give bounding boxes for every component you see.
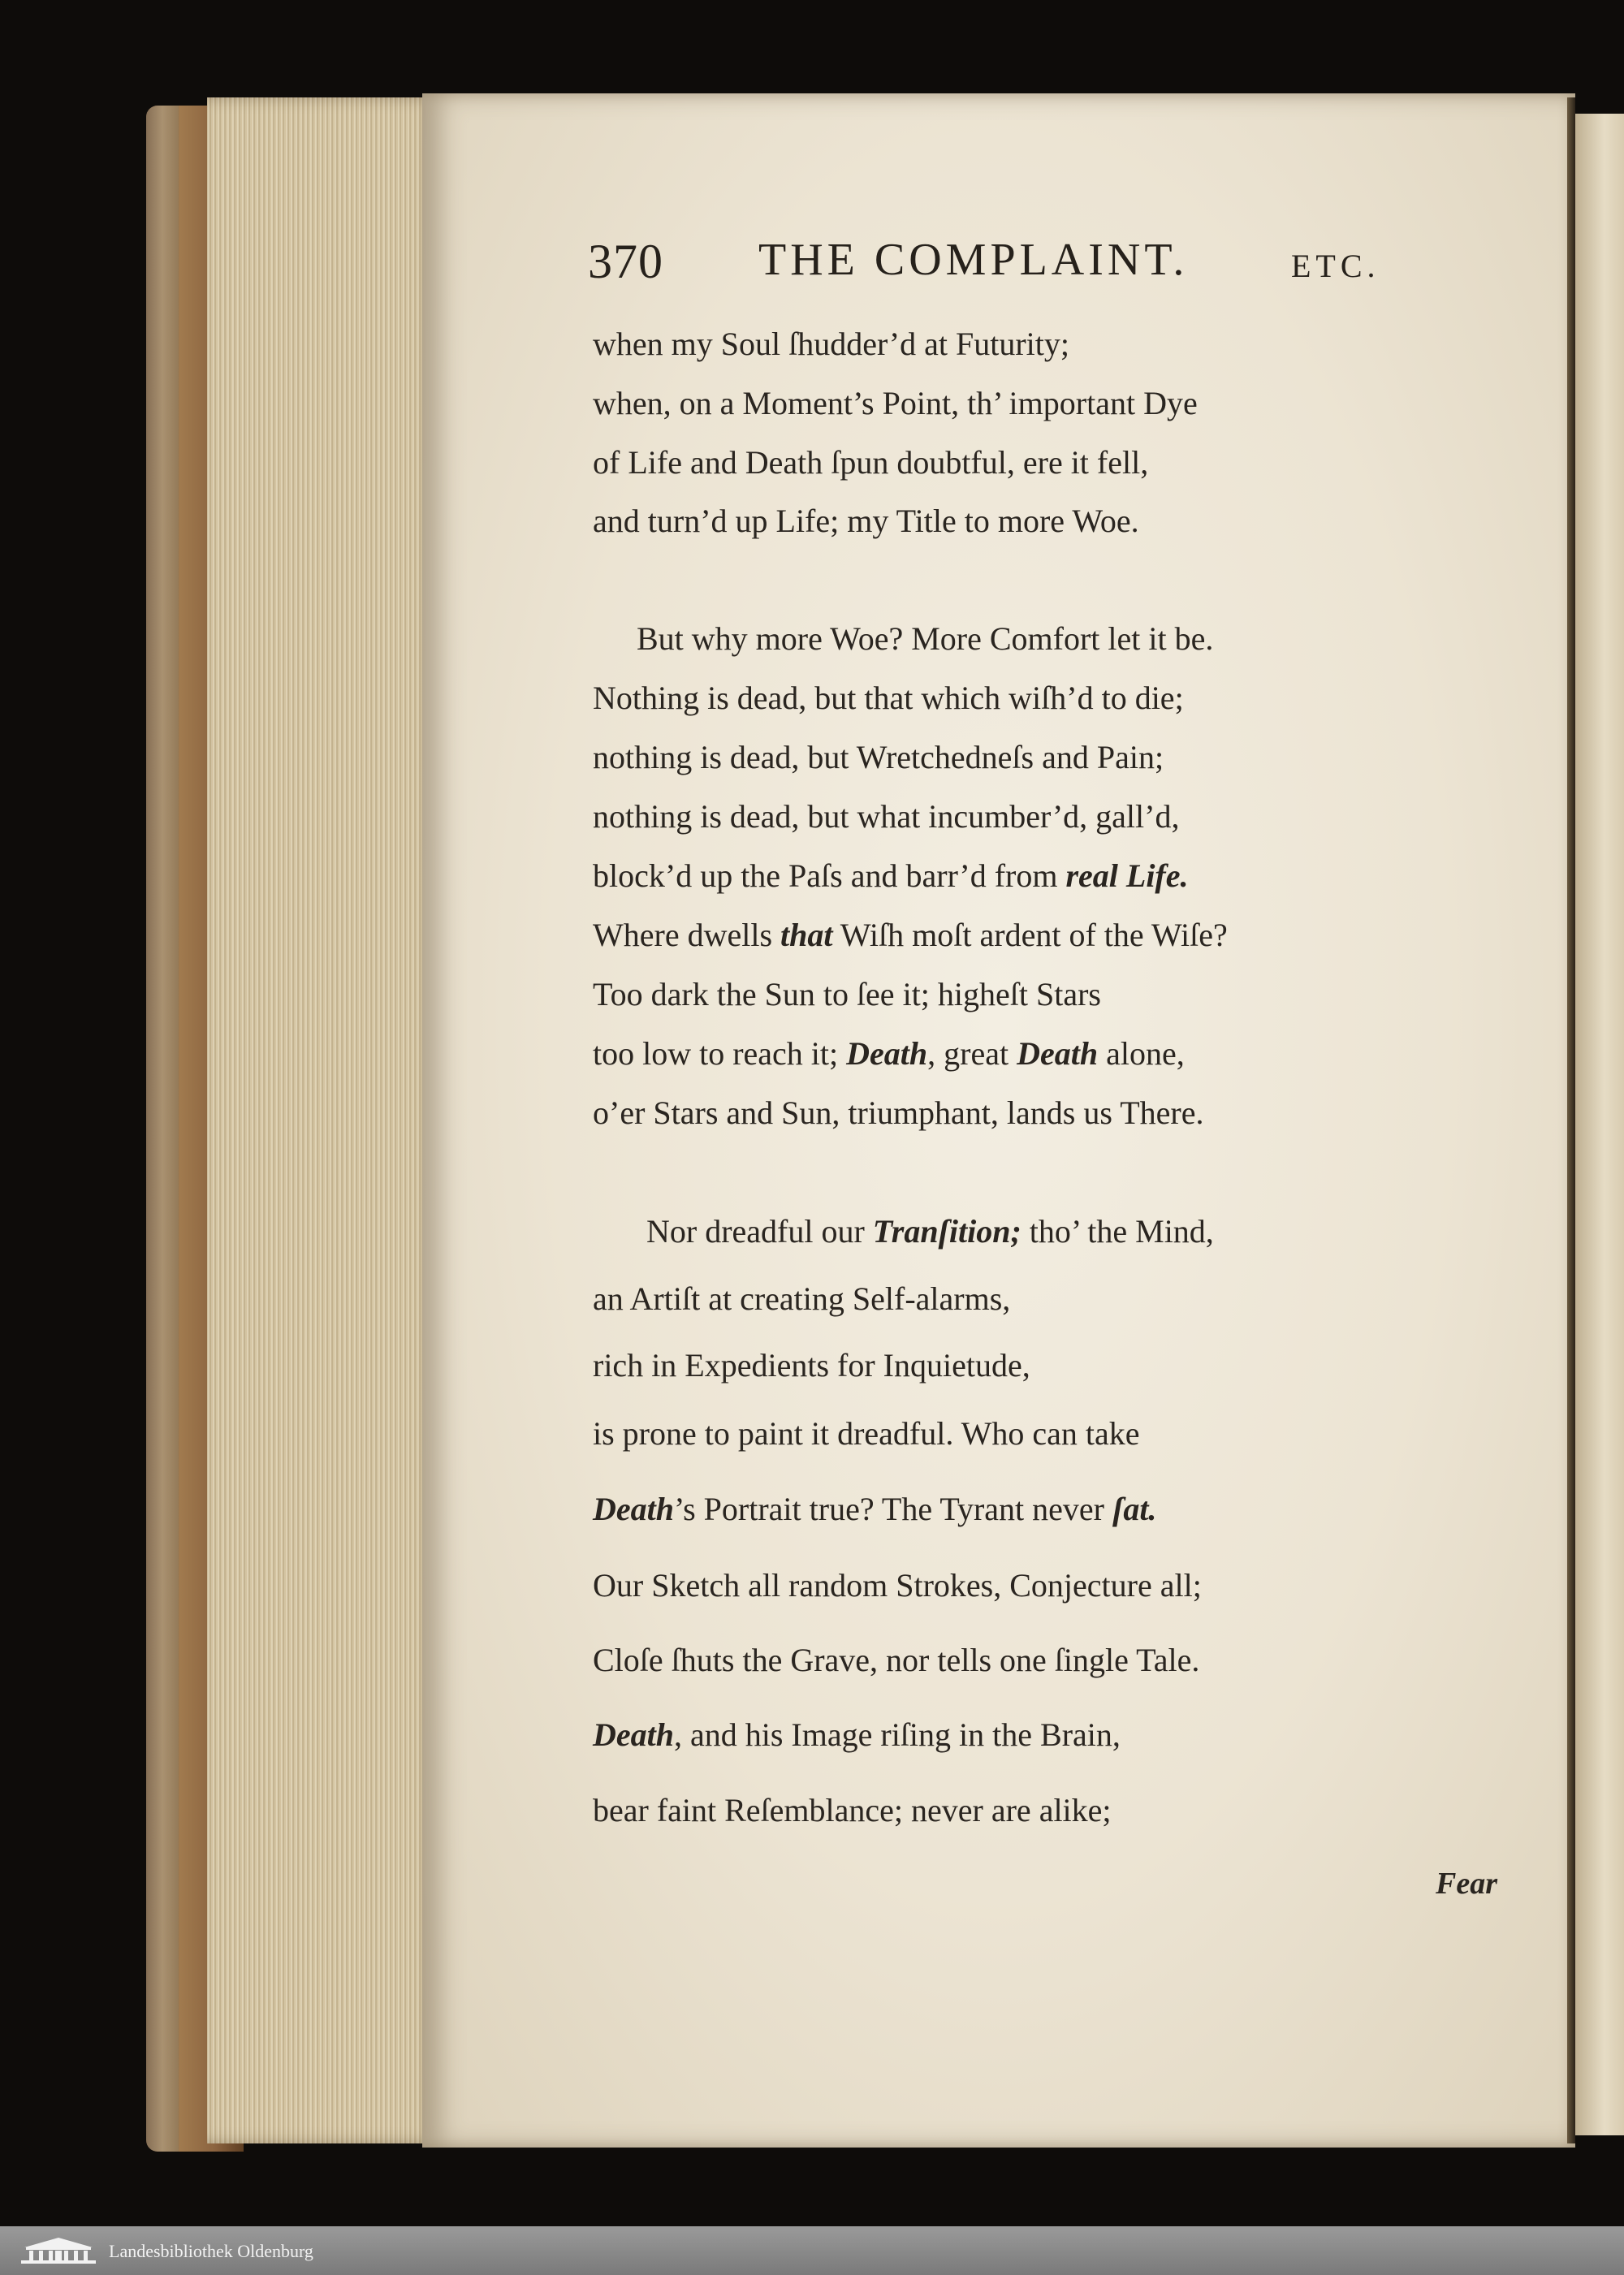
text-line (593, 1415, 1140, 1452)
italic-word: ſat. (1112, 1491, 1157, 1527)
italic-word: Death (846, 1035, 928, 1072)
italic-word: Death (593, 1491, 674, 1527)
catchword: Fear (1436, 1867, 1497, 1901)
text-segment: when my Soul ſhudder’d at Futurity; (593, 326, 1069, 362)
text-segment: o’er Stars and Sun, triumphant, lands us There. (593, 1094, 1204, 1131)
text-segment: of Life and Death ſpun doubtful, ere it fell, (593, 444, 1149, 481)
text-line (593, 1644, 1199, 1677)
text-line (593, 1493, 1156, 1526)
text-segment: Our Sketch all random Strokes, Conjecture all; (593, 1567, 1202, 1604)
running-title: THE COMPLAINT. (758, 235, 1189, 285)
text-segment: tho’ the Mind, (1021, 1213, 1214, 1250)
text-segment: But why more Woe? More Comfort let it be. (637, 620, 1214, 657)
text-segment: rich in Expedients for Inquietude, (593, 1347, 1030, 1384)
page-edges (207, 97, 438, 2143)
text-segment: and turn’d up Life; my Title to more Woe. (593, 503, 1139, 539)
text-segment: an Artiſt at creating Self-alarms, (593, 1280, 1011, 1317)
text-segment: bear faint Reſemblance; never are alike; (593, 1792, 1112, 1828)
text-segment: nothing is dead, but Wretchedneſs and Pain; (593, 739, 1164, 775)
text-line (593, 387, 1198, 420)
text-line (593, 444, 1149, 481)
footer-bar (0, 2226, 1624, 2275)
text-line (593, 328, 1069, 360)
running-title-etc: ETC. (1291, 248, 1380, 284)
running-header (588, 234, 1400, 299)
text-line (593, 1794, 1112, 1827)
italic-word: Tranſition; (872, 1213, 1021, 1250)
text-segment: nothing is dead, but what incumber’d, gall’d, (593, 798, 1180, 835)
text-segment: too low to reach it; (593, 1035, 847, 1072)
text-segment: Cloſe ſhuts the Grave, nor tells one ſingle Tale. (593, 1642, 1200, 1678)
text-line (593, 1349, 1030, 1382)
text-segment: , great (927, 1035, 1017, 1072)
text-line (593, 505, 1139, 537)
text-segment: alone, (1098, 1035, 1185, 1072)
text-segment: , and his Image riſing in the Brain, (674, 1716, 1121, 1753)
text-segment: ’s Portrait true? The Tyrant never (674, 1491, 1112, 1527)
text-line (593, 682, 1184, 714)
text-segment: Wiſh moſt ardent of the Wiſe? (832, 917, 1228, 953)
text-line (593, 1035, 1185, 1072)
text-segment: Nothing is dead, but that which wiſh’d to die; (593, 680, 1184, 716)
gutter-shadow (1567, 97, 1575, 2143)
text-line (593, 798, 1180, 835)
italic-word: Death (1017, 1035, 1099, 1072)
facing-page-edge (1575, 114, 1624, 2135)
text-segment: when, on a Moment’s Point, th’ important Dye (593, 385, 1198, 421)
italic-word: Death (593, 1716, 674, 1753)
library-building-icon (19, 2236, 97, 2265)
text-line (593, 857, 1189, 894)
text-line (593, 1094, 1204, 1131)
text-line (593, 741, 1164, 774)
text-line (646, 1215, 1214, 1248)
italic-word: that (780, 917, 833, 953)
text-segment: Where dwells (593, 917, 781, 953)
text-line (593, 978, 1101, 1011)
text-line (593, 1569, 1202, 1602)
text-segment: Nor dreadful our (646, 1213, 873, 1250)
text-segment: is prone to paint it dreadful. Who can take (593, 1415, 1140, 1452)
text-segment: Too dark the Sun to ſee it; higheſt Stars (593, 976, 1101, 1012)
library-name: Landesbibliothek Oldenburg (109, 2241, 313, 2261)
text-line (593, 1716, 1121, 1753)
text-line (637, 620, 1214, 657)
text-line (593, 1280, 1011, 1317)
italic-word: real Life. (1065, 857, 1189, 894)
text-line (593, 919, 1228, 952)
page-number: 370 (588, 235, 663, 288)
text-segment: block’d up the Paſs and barr’d from (593, 857, 1066, 894)
